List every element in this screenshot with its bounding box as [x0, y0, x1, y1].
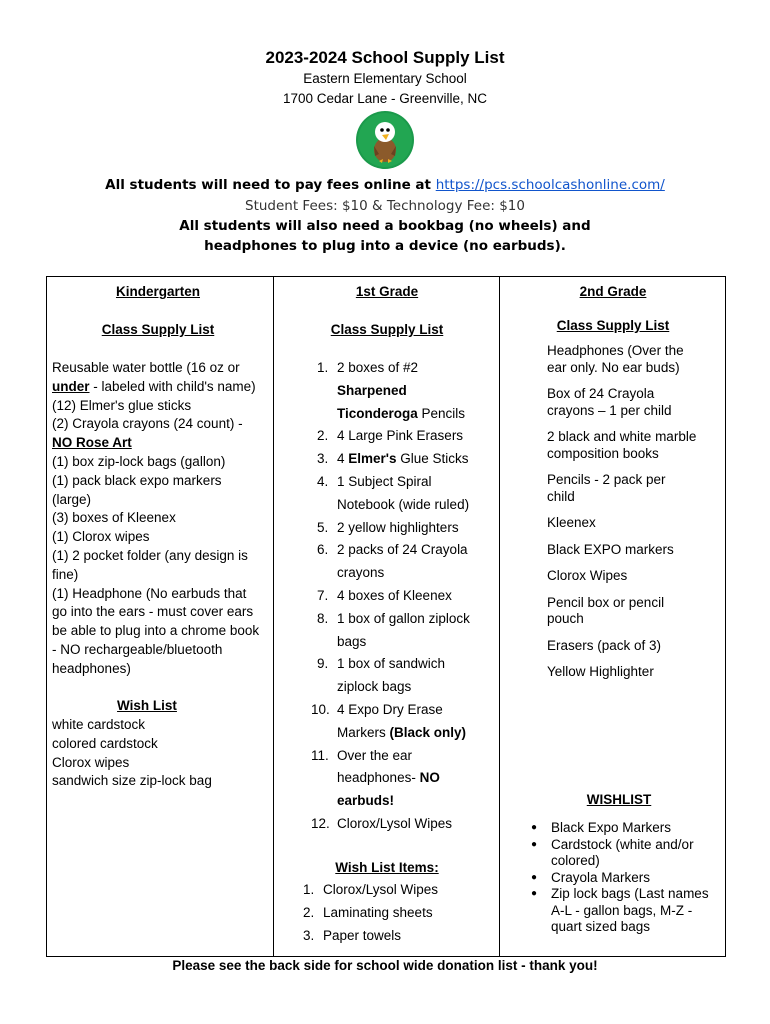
list-item: Notebook (wide ruled)	[337, 496, 470, 512]
list-item: (1) Headphone (No earbuds that	[52, 585, 247, 601]
second-grade-list-title: Class Supply List	[556, 318, 670, 333]
list-item: (large)	[52, 491, 92, 507]
list-item: earbuds!	[337, 793, 395, 809]
fees-link[interactable]: https://pcs.schoolcashonline.com/	[435, 177, 665, 193]
second-grade-wish-list	[529, 820, 719, 936]
list-item: (12) Elmer's glue sticks	[52, 397, 192, 413]
list-item: 5. 2 yellow highlighters	[317, 519, 459, 535]
wish-item: ● Black Expo Markers	[529, 820, 719, 837]
list-item: (1) 2 pocket folder (any design is	[52, 547, 248, 563]
list-item: Markers (Black only)	[337, 724, 467, 740]
list-item: crayons	[337, 565, 385, 581]
list-item: be able to plug into a chrome book	[52, 623, 260, 639]
bookbag-line-1: All students will also need a bookbag (no wheels) and	[179, 218, 591, 234]
list-item: - NO rechargeable/bluetooth	[52, 641, 223, 657]
list-item: 2. 4 Large Pink Erasers	[317, 428, 464, 444]
list-item: 8. 1 box of gallon ziplock	[317, 610, 470, 626]
supply-table	[46, 276, 726, 957]
wish-item: white cardstock	[52, 717, 146, 732]
second-grade-heading: 2nd Grade	[579, 284, 647, 299]
list-item: ziplock bags	[337, 679, 412, 695]
list-item: Pencils - 2 pack per child	[547, 472, 666, 504]
second-grade-wish-title: WISHLIST	[586, 792, 652, 807]
list-item: (1) Clorox wipes	[52, 529, 150, 545]
list-item: Sharpened	[337, 382, 407, 398]
list-item: NO Rose Art	[52, 435, 132, 451]
footer-note: Please see the back side for school wide donation list - thank you!	[172, 958, 598, 973]
fees-text: All students will need to pay fees online at	[105, 177, 436, 193]
list-item: Yellow Highlighter	[547, 664, 654, 679]
list-item: 4. 1 Subject Spiral	[317, 473, 432, 489]
kindergarten-wish-title: Wish List	[117, 698, 177, 713]
list-item: headphones- NO	[337, 770, 440, 786]
list-item: Pencil box or pencil pouch	[547, 594, 665, 626]
list-item: Black EXPO markers	[547, 541, 674, 557]
list-item: under - labeled with child's name)	[52, 378, 256, 394]
list-item: headphones)	[52, 660, 131, 676]
list-item: 2 black and white marble composition books	[547, 429, 697, 461]
eagle-mascot-logo	[355, 110, 415, 170]
wish-item: 3. Paper towels	[303, 927, 402, 943]
wish-item: 1. Clorox/Lysol Wipes	[303, 882, 439, 897]
list-item: 7. 4 boxes of Kleenex	[317, 587, 452, 603]
list-item: 9. 1 box of sandwich	[317, 656, 446, 672]
list-item: Clorox Wipes	[547, 568, 628, 583]
wish-item: ● Crayola Markers	[529, 870, 719, 887]
column-divider	[499, 277, 500, 956]
page-title: 2023-2024 School Supply List	[265, 48, 505, 67]
list-item: (1) pack black expo markers	[52, 472, 222, 488]
list-item: (3) boxes of Kleenex	[52, 510, 176, 526]
wish-item: colored cardstock	[52, 735, 158, 751]
second-grade-supply-list	[547, 343, 697, 691]
list-item: Headphones (Over the ear only. No ear buds)	[547, 343, 684, 375]
school-address: 1700 Cedar Lane - Greenville, NC	[282, 91, 488, 106]
kindergarten-wish-list	[52, 716, 212, 791]
list-item: Erasers (pack of 3)	[547, 637, 662, 653]
fees-amounts: Student Fees: $10 & Technology Fee: $10	[245, 198, 525, 214]
kindergarten-supply-list	[52, 359, 274, 679]
first-grade-wish-list	[303, 879, 493, 947]
first-grade-list-title: Class Supply List	[330, 322, 444, 337]
list-item: 12. Clorox/Lysol Wipes	[311, 815, 453, 831]
list-item: go into the ears - must cover ears	[52, 604, 254, 620]
list-item: (1) box zip-lock bags (gallon)	[52, 453, 226, 469]
list-item: Ticonderoga Pencils	[337, 405, 466, 421]
list-item: Reusable water bottle (16 oz or	[52, 360, 240, 375]
kindergarten-list-title: Class Supply List	[101, 322, 215, 337]
school-name: Eastern Elementary School	[303, 71, 467, 86]
fees-notice	[0, 177, 770, 193]
list-item: 11. Over the ear	[311, 747, 413, 763]
list-item: 1. 2 boxes of #2	[317, 360, 419, 375]
first-grade-heading: 1st Grade	[355, 284, 419, 299]
list-item: bags	[337, 633, 367, 649]
bookbag-line-2: headphones to plug into a device (no earbuds).	[204, 238, 566, 254]
list-item: 6. 2 packs of 24 Crayola	[317, 542, 468, 558]
wish-item: ● Cardstock (white and/or colored)	[529, 837, 719, 870]
list-item: Box of 24 Crayola crayons – 1 per child	[547, 386, 672, 418]
list-item: Kleenex	[547, 515, 596, 530]
wish-item: sandwich size zip-lock bag	[52, 773, 212, 789]
wish-item: ● Zip lock bags (Last names A-L - gallon bags, M-Z - quart sized bags	[529, 886, 719, 936]
list-item: 10. 4 Expo Dry Erase	[311, 701, 443, 717]
list-item: 3. 4 Elmer's Glue Sticks	[317, 451, 469, 467]
list-item: (2) Crayola crayons (24 count) -	[52, 416, 243, 432]
first-grade-supply-list	[311, 357, 497, 836]
list-item: fine)	[52, 566, 79, 582]
wish-item: 2. Laminating sheets	[303, 904, 433, 920]
wish-item: Clorox wipes	[52, 754, 130, 770]
first-grade-wish-title: Wish List Items:	[335, 860, 439, 875]
kindergarten-heading: Kindergarten	[115, 284, 200, 299]
